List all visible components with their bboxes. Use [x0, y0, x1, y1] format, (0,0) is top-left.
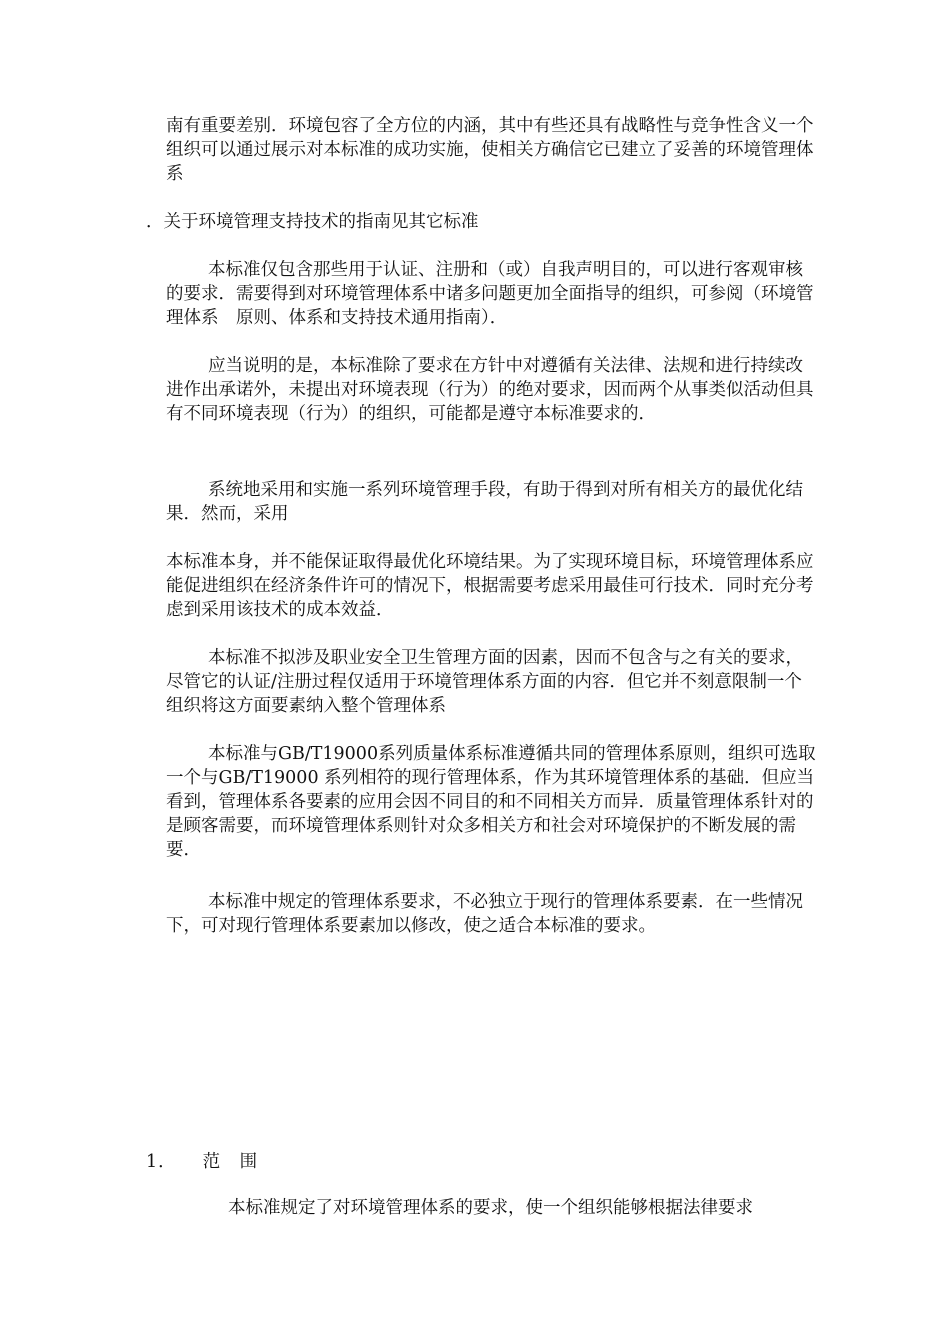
paragraph-4: 系统地采用和实施一系列环境管理手段，有助于得到对所有相关方的最优化结果．然而，采用 [166, 480, 803, 524]
paragraph-2: 本标准仅包含那些用于认证、注册和（或）自我声明目的，可以进行客观审核的要求．需要得到对环境管理体系中诸多问题更加全面指导的组织，可参阅（环境管理体系 原则、体系和支持技术通用指南）． [166, 260, 814, 328]
section-title: 范 围 [202, 1152, 259, 1172]
paragraph-1: 南有重要差别．环境包容了全方位的内涵，其中有些还具有战略性与竞争性含义一个组织可以通过展示对本标准的成功实施，使相关方确信它已建立了妥善的环境管理体系 [166, 116, 814, 184]
paragraph-5: 本标准本身，并不能保证取得最优化环境结果。为了实现环境目标，环境管理体系应能促进组织在经济条件许可的情况下，根据需要考虑采用最佳可行技术．同时充分考虑到采用该技术的成本效益． [166, 552, 814, 620]
paragraph-8: 本标准中规定的管理体系要求，不必独立于现行的管理体系要素．在一些情况下，可对现行管理体系要素加以修改，使之适合本标准的要求。 [166, 892, 803, 936]
paragraph-7: 本标准与GB/T19000系列质量体系标准遵循共同的管理体系原则，组织可选取一个与GB/T19000 系列相符的现行管理体系，作为其环境管理体系的基础．但应当看到，管理体系各要素的应用会因不同目的和不同相关方而异．质量管理体系针对的是顾客需要，而环境管理体系则针对众多相关方和社会对环境保护的不断发展的需要． [166, 744, 816, 860]
section-number: 1． [146, 1152, 177, 1172]
paragraph-6: 本标准不拟涉及职业安全卫生管理方面的因素，因而不包含与之有关的要求，尽管它的认证/注册过程仅适用于环境管理体系方面的内容．但它并不刻意限制一个组织将这方面要素纳入整个管理体系 [166, 648, 803, 716]
bullet-guidance-note: ．关于环境管理支持技术的指南见其它标准 [146, 212, 479, 232]
paragraph-3: 应当说明的是，本标准除了要求在方针中对遵循有关法律、法规和进行持续改进作出承诺外，未提出对环境表现（行为）的绝对要求，因而两个从事类似活动但具有不同环境表现（行为）的组织，可能都是遵守本标准要求的． [166, 356, 814, 424]
paragraph-scope: 本标准规定了对环境管理体系的要求，使一个组织能够根据法律要求 [228, 1198, 753, 1218]
section-heading-scope [146, 1150, 258, 1174]
